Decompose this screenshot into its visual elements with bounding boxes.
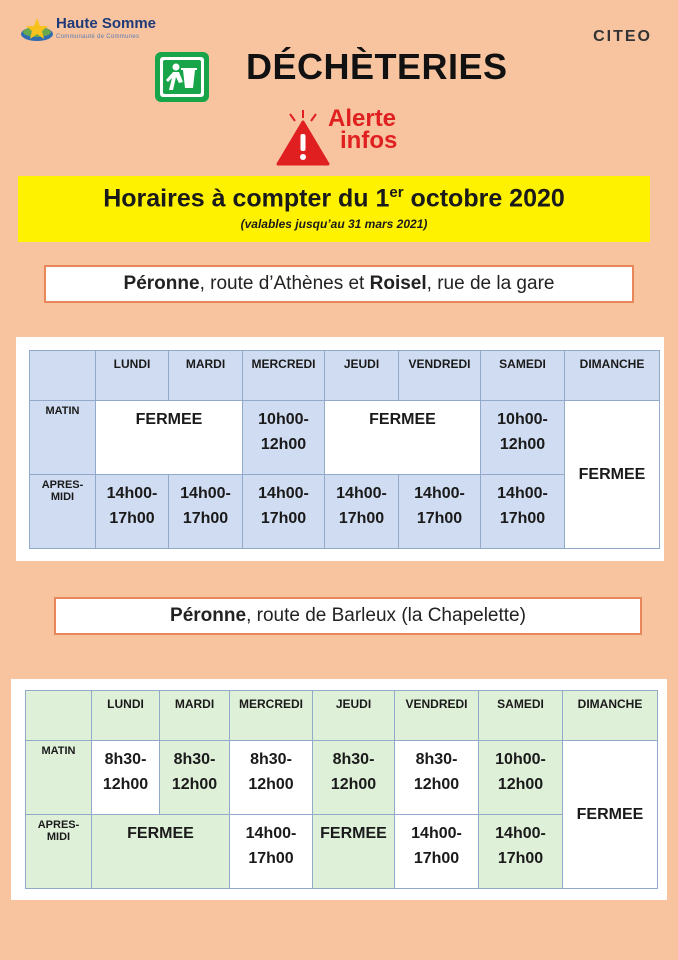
schedule-cell: 14h00- 17h00 [96, 475, 169, 549]
schedule-cell-dimanche: FERMEE [565, 401, 660, 549]
site-2-schedule-table [25, 690, 658, 889]
haute-somme-logo [20, 14, 165, 48]
schedule-cell: 10h00- 12h00 [243, 401, 325, 475]
day-header: SAMEDI [481, 351, 565, 401]
schedule-cell: 10h00- 12h00 [479, 741, 563, 815]
logo-subtitle: Communauté de Communes [56, 34, 140, 40]
day-header: DIMANCHE [563, 691, 658, 741]
site-1-schedule-table [29, 350, 660, 549]
corner-cell [26, 691, 92, 741]
day-header: MERCREDI [230, 691, 313, 741]
schedule-cell: 14h00- 17h00 [479, 815, 563, 889]
schedule-cell: FERMEE [325, 401, 481, 475]
day-header: JEUDI [313, 691, 395, 741]
alert-infos-badge [276, 105, 426, 168]
site-1-label: Péronne, route d’Athènes et Roisel, rue de la gare [44, 265, 634, 303]
citeo-logo: CITEO [593, 28, 652, 45]
banner-title: Horaires à compter du 1er octobre 2020 [103, 184, 565, 213]
alert-text [328, 105, 398, 154]
row-label-apres-midi: APRES- MIDI [30, 475, 96, 549]
day-header: LUNDI [92, 691, 160, 741]
recycling-bin-icon [155, 52, 209, 102]
day-header: DIMANCHE [565, 351, 660, 401]
schedule-cell: 14h00- 17h00 [169, 475, 243, 549]
schedule-cell-dimanche: FERMEE [563, 741, 658, 889]
page-title: DÉCHÈTERIES [246, 46, 508, 87]
schedule-cell: 8h30- 12h00 [92, 741, 160, 815]
schedule-cell: 14h00- 17h00 [481, 475, 565, 549]
schedule-cell: 14h00- 17h00 [230, 815, 313, 889]
row-label-matin: MATIN [30, 401, 96, 475]
logo-name: Haute Somme [56, 15, 157, 32]
warning-icon [276, 108, 330, 166]
row-label-matin: MATIN [26, 741, 92, 815]
schedule-cell: FERMEE [313, 815, 395, 889]
alert-line-1: Alerte [328, 105, 397, 132]
schedule-cell: 8h30- 12h00 [313, 741, 395, 815]
schedule-cell: 8h30- 12h00 [230, 741, 313, 815]
corner-cell [30, 351, 96, 401]
schedule-cell: 14h00- 17h00 [399, 475, 481, 549]
day-header: MARDI [160, 691, 230, 741]
day-header: VENDREDI [395, 691, 479, 741]
schedule-cell: 14h00- 17h00 [395, 815, 479, 889]
haute-somme-logo-icon [20, 16, 54, 44]
schedule-cell: 14h00- 17h00 [243, 475, 325, 549]
schedule-banner [18, 176, 650, 242]
alert-line-2: infos [340, 127, 398, 154]
row-label-apres-midi: APRES- MIDI [26, 815, 92, 889]
banner-subtitle: (valables jusqu’au 31 mars 2021) [240, 217, 428, 232]
schedule-cell: 14h00- 17h00 [325, 475, 399, 549]
day-header: JEUDI [325, 351, 399, 401]
schedule-cell: 8h30- 12h00 [395, 741, 479, 815]
day-header: MERCREDI [243, 351, 325, 401]
day-header: LUNDI [96, 351, 169, 401]
schedule-cell: FERMEE [96, 401, 243, 475]
schedule-cell: 8h30- 12h00 [160, 741, 230, 815]
day-header: MARDI [169, 351, 243, 401]
schedule-cell: FERMEE [92, 815, 230, 889]
site-2-label: Péronne, route de Barleux (la Chapelette) [54, 597, 642, 635]
day-header: SAMEDI [479, 691, 563, 741]
schedule-cell: 10h00- 12h00 [481, 401, 565, 475]
day-header: VENDREDI [399, 351, 481, 401]
